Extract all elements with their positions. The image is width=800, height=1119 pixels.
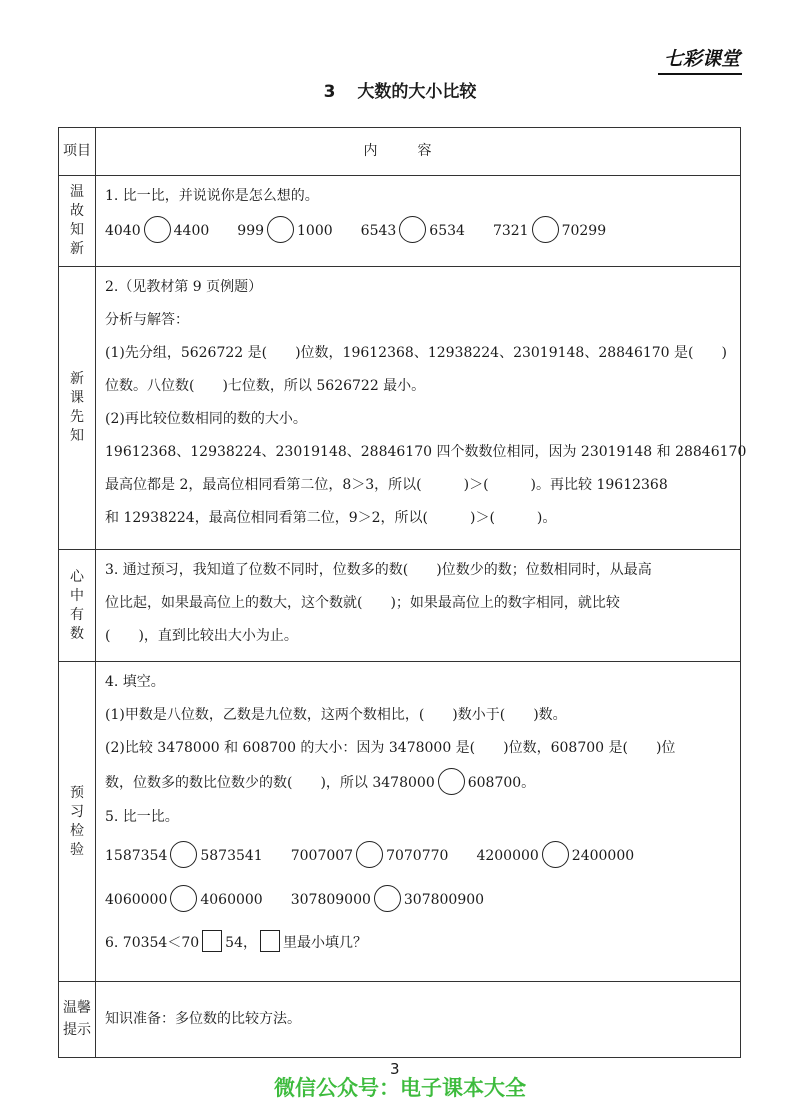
practice-content <box>96 662 741 982</box>
brand-logo: 七彩课堂 <box>658 44 742 75</box>
compare-right: 70299 <box>561 222 607 239</box>
compare-right: 4060000 <box>200 891 263 908</box>
question-2: 2.（见教材第 9 页例题） <box>105 279 263 295</box>
summary-line-2: 位比起，如果最高位上的数大，这个数就( )；如果最高位上的数字相同，就比较 <box>105 595 620 611</box>
header-content: 内容 <box>96 128 741 176</box>
fill-2-line-a: (2)比较 3478000 和 608700 的大小：因为 3478000 是( )位数，608700 是( )位 <box>105 740 676 756</box>
step-1-line-a: (1)先分组，5626722 是( )位数，19612368、12938224、23019148、28846170 是( ) <box>105 345 727 361</box>
section-practice <box>59 662 741 982</box>
compare-circle[interactable] <box>170 885 197 912</box>
compare-row <box>105 213 730 249</box>
compare-circle[interactable] <box>170 841 197 868</box>
section-new-lesson <box>59 267 741 550</box>
compare-left: 6543 <box>360 222 397 239</box>
compare-circle[interactable] <box>438 768 465 795</box>
compare-right: 6534 <box>429 222 465 239</box>
footer-watermark: 微信公众号：电子课本大全 <box>274 1076 526 1100</box>
summary-line-1: 3. 通过预习，我知道了位数不同时，位数多的数( )位数少的数；位数相同时，从最高 <box>105 562 652 578</box>
compare-right: 5873541 <box>200 847 263 864</box>
compare-circle[interactable] <box>374 885 401 912</box>
compare-right: 1000 <box>297 222 333 239</box>
compare-circle[interactable] <box>267 216 294 243</box>
question-6-text: 6. 70354＜70 <box>105 934 200 951</box>
fill-2-text: 数，位数多的数比位数少的数( )，所以 3478000 <box>105 774 435 791</box>
summary-content <box>96 550 741 662</box>
step-2-line-b: 最高位都是 2，最高位相同看第二位，8＞3，所以( )＞( )。再比较 19612368 <box>105 477 668 493</box>
page-number: 3 <box>390 1060 400 1078</box>
section-label-new-lesson: 新 课 先 知 <box>59 267 96 550</box>
compare-right: 4400 <box>173 222 210 239</box>
review-content <box>96 176 741 267</box>
new-lesson-content <box>96 267 747 550</box>
compare-right: 7070770 <box>386 847 449 864</box>
tip-content <box>96 982 741 1058</box>
compare-left: 4060000 <box>105 891 168 908</box>
lesson-title: 大数的大小比较 <box>357 82 477 102</box>
worksheet-table <box>58 127 747 1058</box>
compare-circle[interactable] <box>399 216 426 243</box>
question-6 <box>105 922 730 964</box>
step-2-line-a: 19612368、12938224、23019148、28846170 四个数数位相同，因为 23019148 和 28846170 <box>105 444 747 460</box>
section-tip <box>59 982 741 1058</box>
compare-right: 307800900 <box>403 891 485 908</box>
header-project: 项目 <box>59 128 96 176</box>
compare-circle[interactable] <box>542 841 569 868</box>
fill-2-text-end: 608700。 <box>467 774 536 791</box>
analysis-heading: 分析与解答： <box>105 312 189 328</box>
compare-left: 1587354 <box>105 847 168 864</box>
page-title <box>0 77 800 102</box>
question-4: 4. 填空。 <box>105 674 165 690</box>
step-2-heading: (2)再比较位数相同的数的大小。 <box>105 411 307 427</box>
header-row <box>59 128 741 176</box>
review-question-1: 1. 比一比，并说说你是怎么想的。 <box>105 188 319 204</box>
fill-box[interactable] <box>202 930 222 952</box>
section-label-tip: 温馨 提示 <box>59 982 96 1058</box>
compare-row <box>105 878 730 922</box>
section-label-practice: 预 习 检 验 <box>59 662 96 982</box>
question-6-text: 里最小填几？ <box>283 934 367 951</box>
summary-line-3: ( )，直到比较出大小为止。 <box>105 628 298 644</box>
compare-right: 2400000 <box>571 847 635 864</box>
section-label-review: 温 故 知 新 <box>59 176 96 267</box>
compare-left: 4040 <box>105 222 141 239</box>
compare-row <box>105 834 730 878</box>
fill-box-symbol <box>260 930 280 952</box>
compare-left: 999 <box>237 222 265 239</box>
question-6-text: 54， <box>225 934 257 951</box>
step-2-line-c: 和 12938224，最高位相同看第二位，9＞2，所以( )＞( )。 <box>105 510 557 526</box>
compare-left: 4200000 <box>476 847 539 864</box>
tip-text: 知识准备：多位数的比较方法。 <box>105 1011 301 1027</box>
fill-2-line-b <box>105 765 730 801</box>
compare-circle[interactable] <box>356 841 383 868</box>
fill-1: (1)甲数是八位数，乙数是九位数，这两个数相比，( )数小于( )数。 <box>105 707 567 723</box>
compare-left: 7321 <box>492 222 529 239</box>
compare-circle[interactable] <box>144 216 171 243</box>
section-label-summary: 心 中 有 数 <box>59 550 96 662</box>
lesson-number: 3 <box>323 82 336 102</box>
section-summary <box>59 550 741 662</box>
section-review <box>59 176 741 267</box>
step-1-line-b: 位数。八位数( )七位数，所以 5626722 最小。 <box>105 378 426 394</box>
compare-left: 307809000 <box>290 891 371 908</box>
question-5: 5. 比一比。 <box>105 809 179 825</box>
compare-left: 7007007 <box>290 847 354 864</box>
compare-circle[interactable] <box>532 216 559 243</box>
